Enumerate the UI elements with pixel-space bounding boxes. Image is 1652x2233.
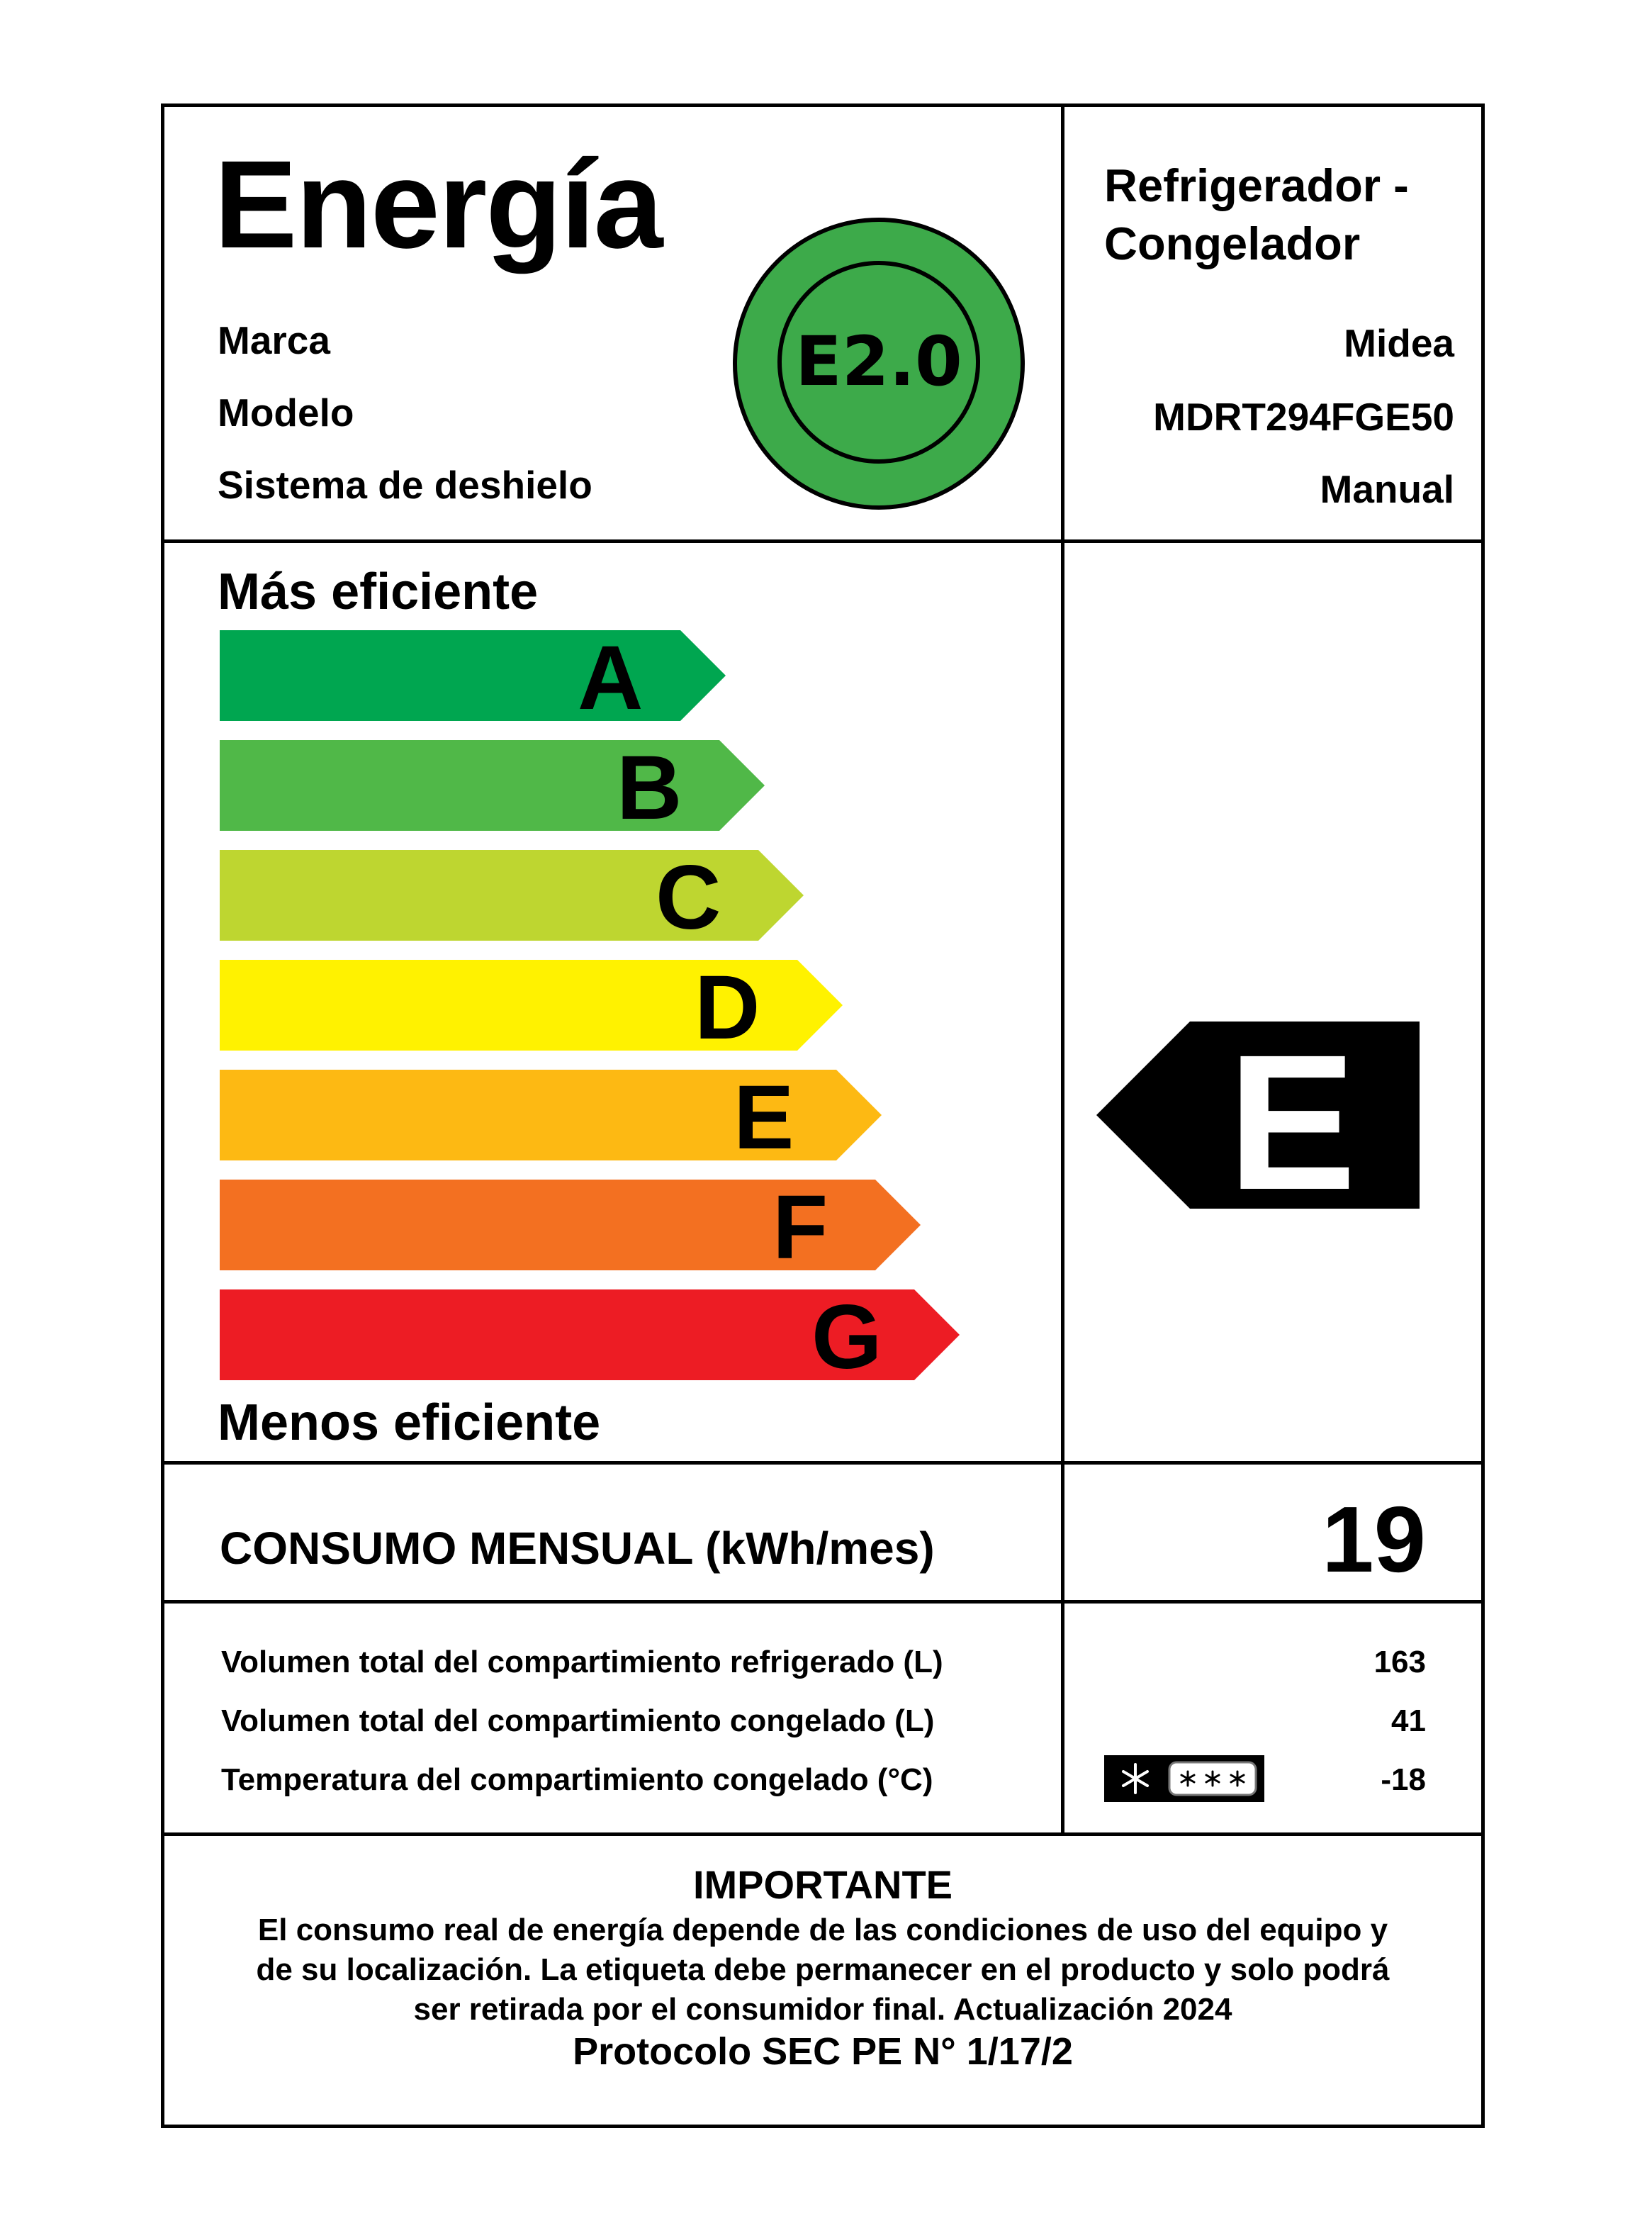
- field-label-model: Modelo: [218, 391, 354, 435]
- field-value-brand: Midea: [1344, 321, 1454, 365]
- e20-badge-icon: [730, 215, 1028, 513]
- efficiency-bar-g: [220, 1287, 960, 1388]
- efficiency-bar-f: [220, 1177, 921, 1278]
- badge-text: E2.0: [795, 322, 962, 401]
- volume-fridge-value: 163: [1373, 1645, 1426, 1679]
- appliance-type: [1104, 157, 1409, 273]
- volume-freezer-value: 41: [1391, 1703, 1426, 1738]
- rating-arrow: [1096, 1022, 1422, 1209]
- snowflake-three-star-icon: [1104, 1755, 1264, 1802]
- efficiency-bar-e: [220, 1067, 882, 1168]
- efficiency-bar-a: [220, 627, 726, 729]
- freezer-temp-value: -18: [1381, 1762, 1426, 1797]
- divider-scale: [164, 1461, 1481, 1465]
- freezer-temp-label: Temperatura del compartimiento congelado (°C): [221, 1762, 933, 1797]
- field-label-brand: Marca: [218, 318, 330, 362]
- important-line-1: El consumo real de energía depende de las condiciones de uso del equipo y: [257, 1913, 1388, 1947]
- divider-header: [164, 539, 1481, 543]
- important-text: [207, 1910, 1439, 2030]
- efficiency-bar-letter: G: [811, 1287, 882, 1388]
- efficiency-bar-c: [220, 847, 804, 948]
- more-efficient-text: Más eficiente: [218, 564, 539, 620]
- important-line-2: de su localización. La etiqueta debe permanecer en el producto y solo podrá: [256, 1952, 1390, 1987]
- appliance-type-line1: Refrigerador -: [1104, 160, 1409, 211]
- efficiency-bar-letter: E: [734, 1067, 794, 1168]
- efficiency-bar-letter: D: [695, 957, 760, 1058]
- divider-volumes: [164, 1832, 1481, 1836]
- appliance-type-line2: Congelador: [1104, 218, 1361, 269]
- field-label-defrost: Sistema de deshielo: [218, 463, 592, 507]
- important-title: IMPORTANTE: [692, 1862, 953, 1907]
- volume-freezer-label: Volumen total del compartimiento congelado (L): [221, 1703, 935, 1738]
- energy-label: [161, 103, 1485, 2128]
- efficiency-bar-d: [220, 957, 843, 1058]
- efficiency-bar-letter: F: [772, 1177, 828, 1278]
- efficiency-bar-letter: A: [578, 627, 644, 729]
- protocol-text: Protocolo SEC PE N° 1/17/2: [573, 2030, 1073, 2073]
- divider-vertical: [1061, 107, 1064, 1836]
- divider-consumption: [164, 1600, 1481, 1604]
- efficiency-bar-b: [220, 737, 765, 839]
- consumption-label: CONSUMO MENSUAL (kWh/mes): [220, 1523, 935, 1574]
- important-line-3: ser retirada por el consumidor final. Actualización 2024: [413, 1992, 1232, 2027]
- volume-fridge-label: Volumen total del compartimiento refrigerado (L): [221, 1645, 943, 1679]
- consumption-value: 19: [1322, 1487, 1426, 1591]
- rating-letter: E: [1227, 1022, 1356, 1209]
- field-value-defrost: Manual: [1320, 467, 1454, 511]
- efficiency-bar-letter: B: [617, 737, 682, 839]
- efficiency-bar-letter: C: [656, 847, 721, 948]
- field-value-model: MDRT294FGE50: [1153, 395, 1454, 439]
- label-title: Energía: [214, 135, 662, 274]
- less-efficient-text: Menos eficiente: [218, 1394, 601, 1451]
